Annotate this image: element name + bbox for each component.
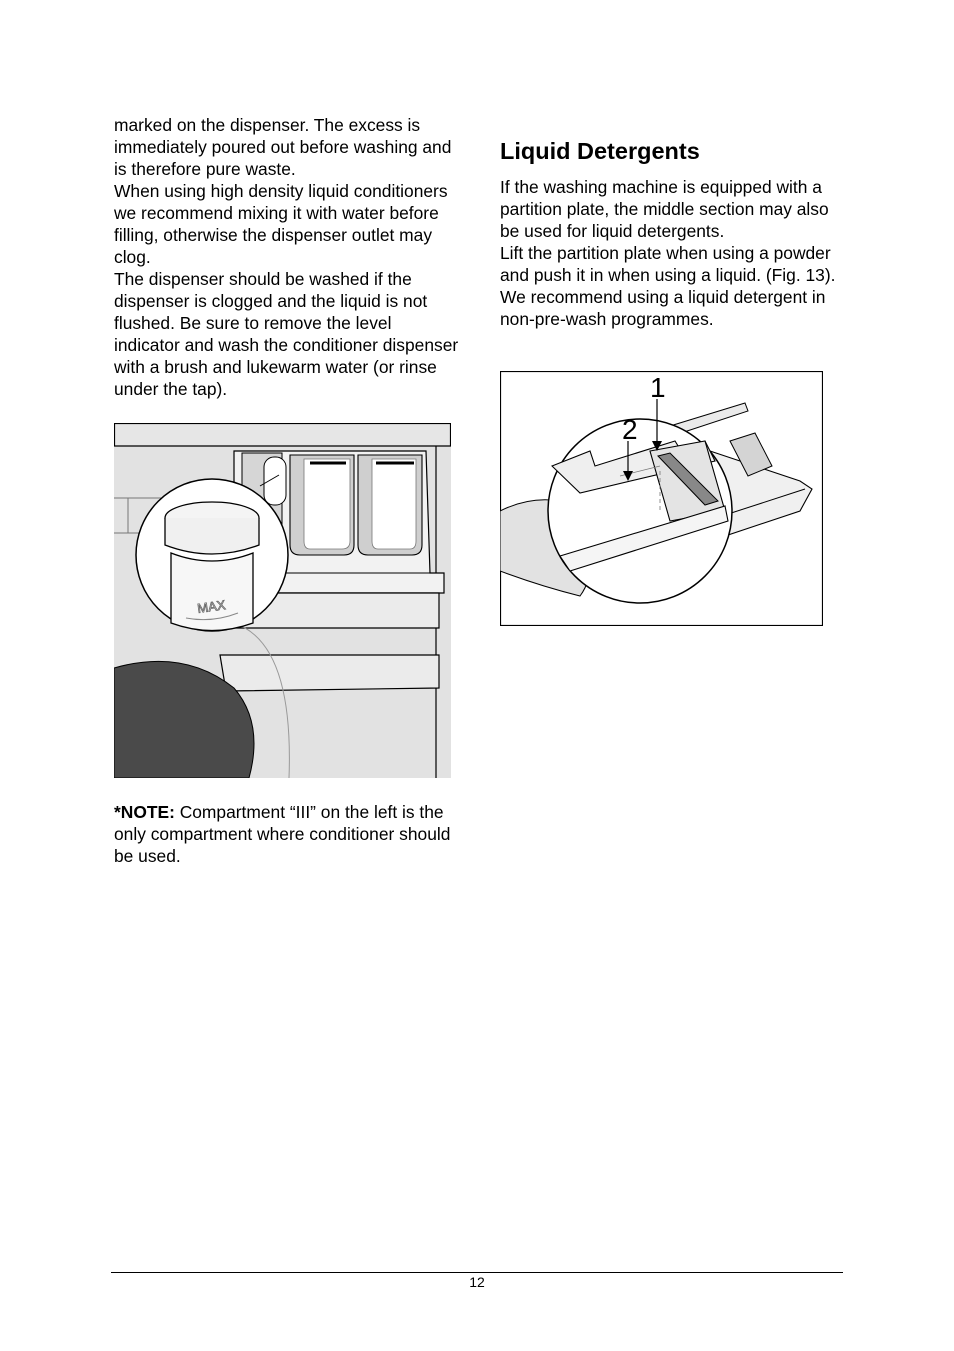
heading-liquid-detergents: Liquid Detergents	[500, 138, 700, 164]
figure-conditioner-dispenser	[114, 423, 451, 778]
note	[114, 801, 459, 867]
note-body: Compartment “III” on the left is the only compartment where conditioner should be used.	[114, 802, 451, 866]
paragraph-wash-dispenser: The dispenser should be washed if the dispenser is clogged and the liquid is not flushed. Be sure to remove the level indicator and wash the conditioner dispenser with a brush and lukewarm water (or rinse under the tap).	[114, 269, 459, 399]
paragraph-partition-plate: If the washing machine is equipped with a partition plate, the middle section may also be used for liquid detergents.	[500, 177, 829, 241]
paragraph-high-density: When using high density liquid conditioners we recommend mixing it with water before filling, otherwise the dispenser outlet may clog.	[114, 181, 448, 267]
callout-2: 2	[622, 414, 638, 445]
paragraph-recommend-liquid: We recommend using a liquid detergent in non-pre-wash programmes.	[500, 287, 826, 329]
note-text	[114, 801, 459, 867]
figure-partition-plate	[500, 371, 823, 626]
dispenser-illustration	[114, 423, 451, 778]
left-column	[114, 114, 459, 400]
paragraph-lift-plate: Lift the partition plate when using a powder and push it in when using a liquid. (Fig. 13).	[500, 243, 836, 285]
max-label: MAX	[196, 597, 227, 616]
callout-1: 1	[650, 372, 666, 403]
partition-plate-illustration	[500, 371, 823, 626]
paragraph-excess: marked on the dispenser. The excess is immediately poured out before washing and is therefore pure waste.	[114, 115, 452, 179]
note-label: *NOTE:	[114, 802, 175, 822]
page-number: 12	[469, 1274, 485, 1290]
right-column	[500, 136, 845, 330]
